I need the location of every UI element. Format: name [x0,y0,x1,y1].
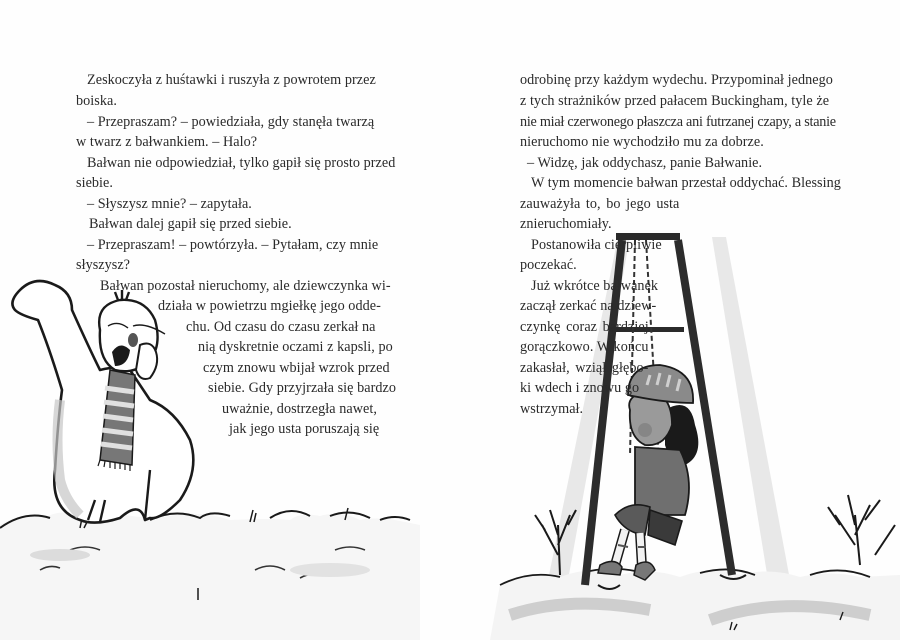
text-line: – Słyszysz mnie? – zapytała. [87,196,252,212]
swing-illustration-icon [450,225,900,640]
text-line: – Widzę, jak oddychasz, panie Bałwanie. [527,155,763,171]
text-line: Zeskoczyła z huśtawki i ruszyła z powrotem przez [87,72,376,88]
text-line: znieruchomiały. [520,216,612,232]
text-line: zauważyła to, bo jego usta [520,196,680,212]
text-line: Postanowiła cierpliwie [531,237,662,253]
text-line: gorączkowo. W końcu [520,339,649,355]
right-page [450,0,900,640]
text-line: – Przepraszam? – powiedziała, gdy stanęła twarzą [87,114,375,130]
text-line: słyszysz? [76,257,131,273]
text-line: siebie. [76,175,113,191]
text-line: czym znowu wbijał wzrok przed [203,360,390,376]
bare-tree-right [828,495,895,565]
text-line: nią dyskretnie oczami z kapsli, po [198,339,393,355]
text-line: boiska. [76,93,117,109]
text-line: Już wkrótce bałwanek [531,278,659,294]
text-line: siebie. Gdy przyjrzała się bardzo [208,380,396,396]
text-line: wstrzymał. [520,401,584,417]
text-line: poczekać. [520,257,577,273]
text-line: zakasłał, wziął głębo- [520,360,649,376]
text-line: odrobinę przy każdym wydechu. Przypominał jednego [520,72,833,88]
text-line: W tym momencie bałwan przestał oddychać. Blessing [531,175,841,191]
text-line: uważnie, dostrzegła nawet, [222,401,377,417]
text-line: działa w powietrzu mgiełkę jego odde- [158,298,381,314]
text-line: Bałwan dalej gapił się przed siebie. [89,216,292,232]
text-line: ki wdech i znowu go [520,380,640,396]
text-line: z tych strażników przed pałacem Buckingham, tyle że [520,93,830,109]
text-line: w twarz z bałwankiem. – Halo? [76,134,258,150]
text-line: czynkę coraz bardziej [520,319,649,335]
text-line: Bałwan nie odpowiedział, tylko gapił się prosto przed [87,155,396,171]
text-line: chu. Od czasu do czasu zerkał na [186,319,376,335]
text-line: nie miał czerwonego płaszcza ani futrzanej czapy, a stanie [520,114,836,130]
text-line: nieruchomo nie wychodziło mu za dobrze. [520,134,764,150]
girl-on-swing [598,365,698,580]
text-line: zaczął zerkać na dziew- [520,298,657,314]
text-line: – Przepraszam! – powtórzyła. – Pytałam, czy mnie [87,237,379,253]
text-line: Bałwan pozostał nieruchomy, ale dziewczynka wi- [100,278,391,294]
text-line: jak jego usta poruszają się [229,421,380,437]
